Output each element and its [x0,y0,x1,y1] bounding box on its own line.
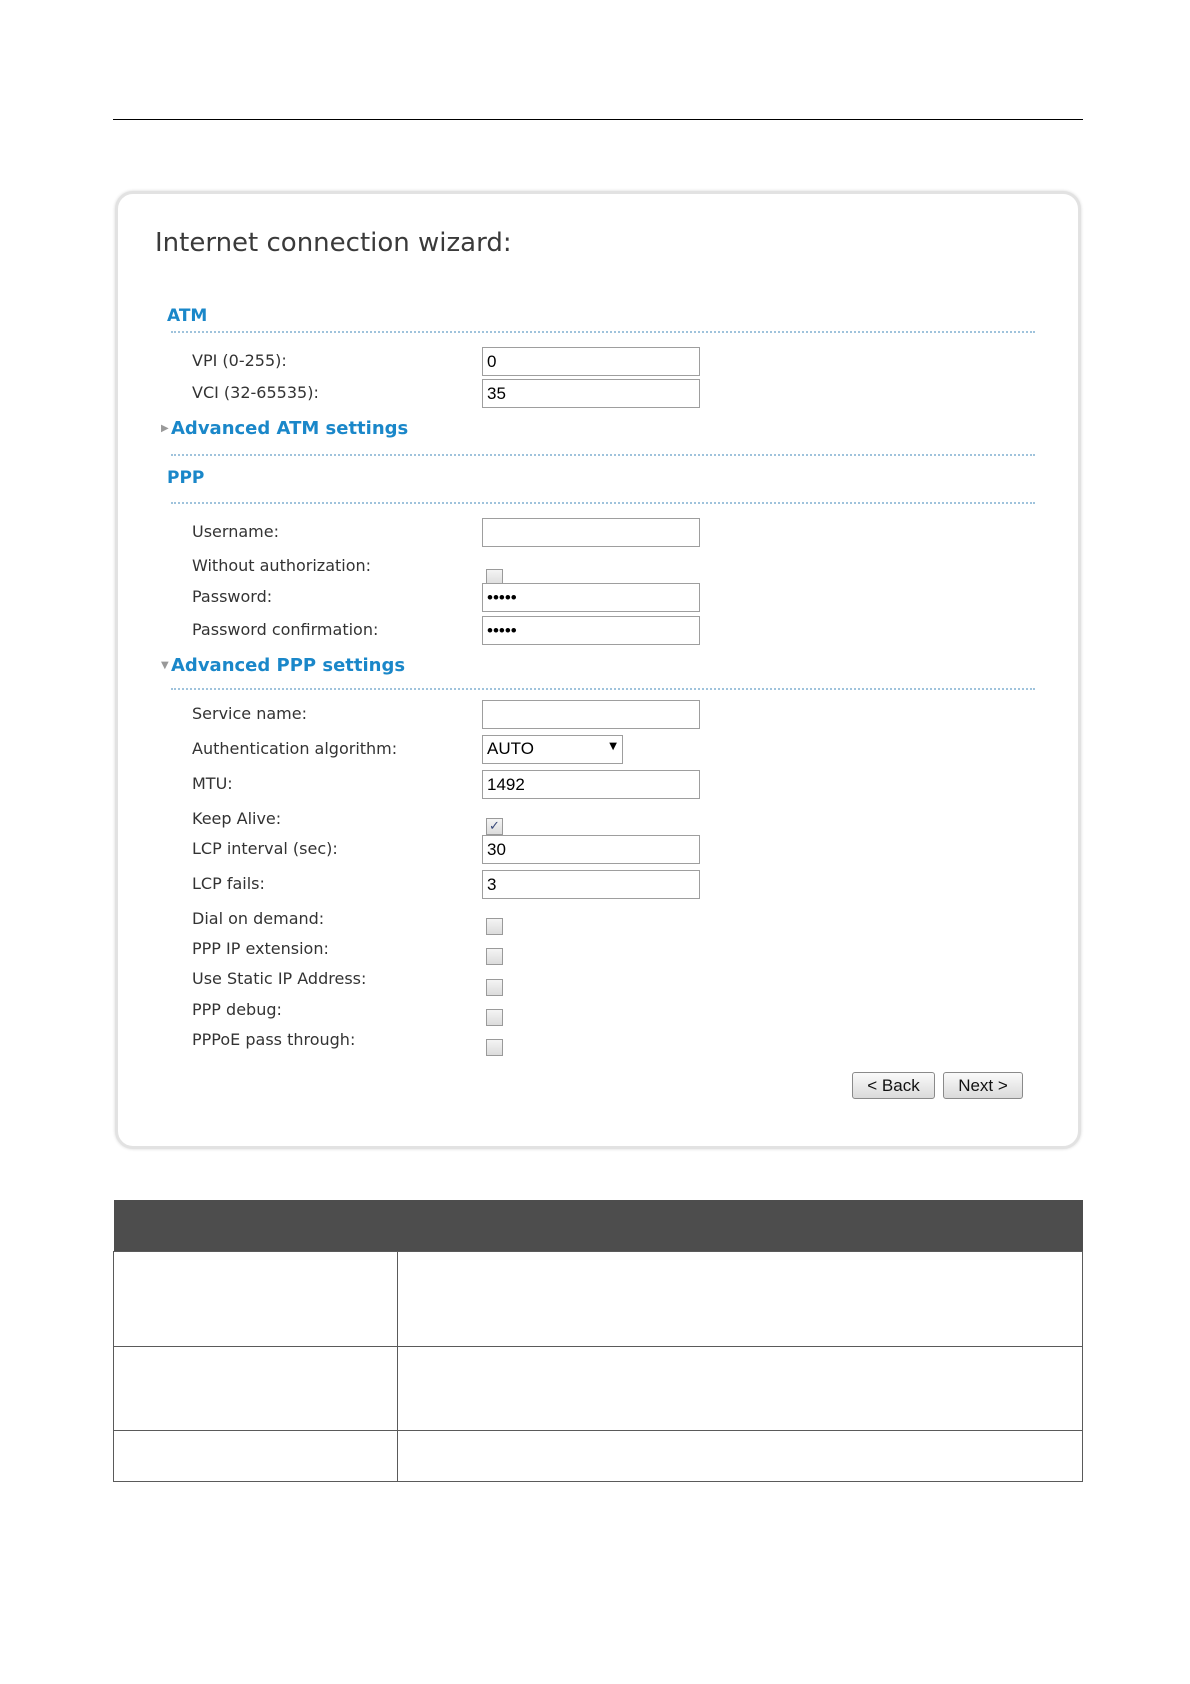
password-confirm-label: Password confirmation: [192,620,379,639]
auth-algorithm-select[interactable] [482,735,623,764]
advanced-ppp-toggle[interactable] [161,655,405,676]
ppp-ip-extension-checkbox[interactable] [486,948,503,965]
table-cell [114,1347,398,1431]
lcp-fails-label: LCP fails: [192,874,265,893]
static-ip-label: Use Static IP Address: [192,969,367,988]
table-row [114,1347,1083,1431]
back-button[interactable]: < Back [852,1072,935,1099]
pppoe-pass-label: PPPoE pass through: [192,1030,356,1049]
service-name-label: Service name: [192,704,307,723]
advanced-atm-divider [171,454,1035,456]
auth-algorithm-value: AUTO [487,739,534,758]
service-name-input[interactable] [482,700,700,729]
atm-divider [171,331,1035,333]
table-cell [114,1252,398,1347]
lcp-fails-input[interactable] [482,870,700,899]
ppp-debug-label: PPP debug: [192,1000,282,1019]
advanced-ppp-label: Advanced PPP settings [171,655,406,676]
atm-section-header: ATM [167,306,208,326]
wizard-title: Internet connection wizard: [155,228,512,258]
auth-algorithm-label: Authentication algorithm: [192,739,398,758]
ppp-debug-checkbox[interactable] [486,1009,503,1026]
password-input[interactable] [482,583,700,612]
vpi-label: VPI (0-255): [192,351,287,370]
static-ip-checkbox[interactable] [486,979,503,996]
vci-input[interactable] [482,379,700,408]
check-mark-icon: ✓ [489,819,500,834]
vpi-input[interactable] [482,347,700,376]
ppp-divider [171,502,1035,504]
ppp-ip-extension-label: PPP IP extension: [192,939,329,958]
expanded-arrow-icon: ▼ [161,660,169,671]
dial-on-demand-label: Dial on demand: [192,909,325,928]
keep-alive-label: Keep Alive: [192,809,282,828]
lcp-interval-label: LCP interval (sec): [192,839,338,858]
password-label: Password: [192,587,273,606]
ppp-section-header: PPP [167,468,205,488]
table-cell [114,1431,398,1482]
chevron-down-icon: ▼ [609,741,617,752]
top-rule [113,119,1083,120]
username-label: Username: [192,522,279,541]
advanced-atm-label: Advanced ATM settings [171,418,409,439]
table-cell [398,1252,1083,1347]
username-input[interactable] [482,518,700,547]
lcp-interval-input[interactable] [482,835,700,864]
pppoe-pass-checkbox[interactable] [486,1039,503,1056]
wizard-panel [115,191,1081,1149]
table-header [114,1200,1083,1252]
next-button[interactable]: Next > [943,1072,1023,1099]
mtu-label: MTU: [192,774,233,793]
collapsed-arrow-icon: ▶ [161,423,169,434]
without-auth-label: Without authorization: [192,556,372,575]
table-cell [398,1431,1083,1482]
table-row [114,1252,1083,1347]
info-table [113,1200,1083,1482]
password-confirm-input[interactable] [482,616,700,645]
table-row [114,1431,1083,1482]
vci-label: VCI (32-65535): [192,383,319,402]
mtu-input[interactable] [482,770,700,799]
table-header-row [114,1200,1083,1252]
advanced-atm-toggle[interactable] [161,418,408,439]
dial-on-demand-checkbox[interactable] [486,918,503,935]
advanced-ppp-divider [171,688,1035,690]
keep-alive-checkbox[interactable] [486,818,503,835]
table-cell [398,1347,1083,1431]
